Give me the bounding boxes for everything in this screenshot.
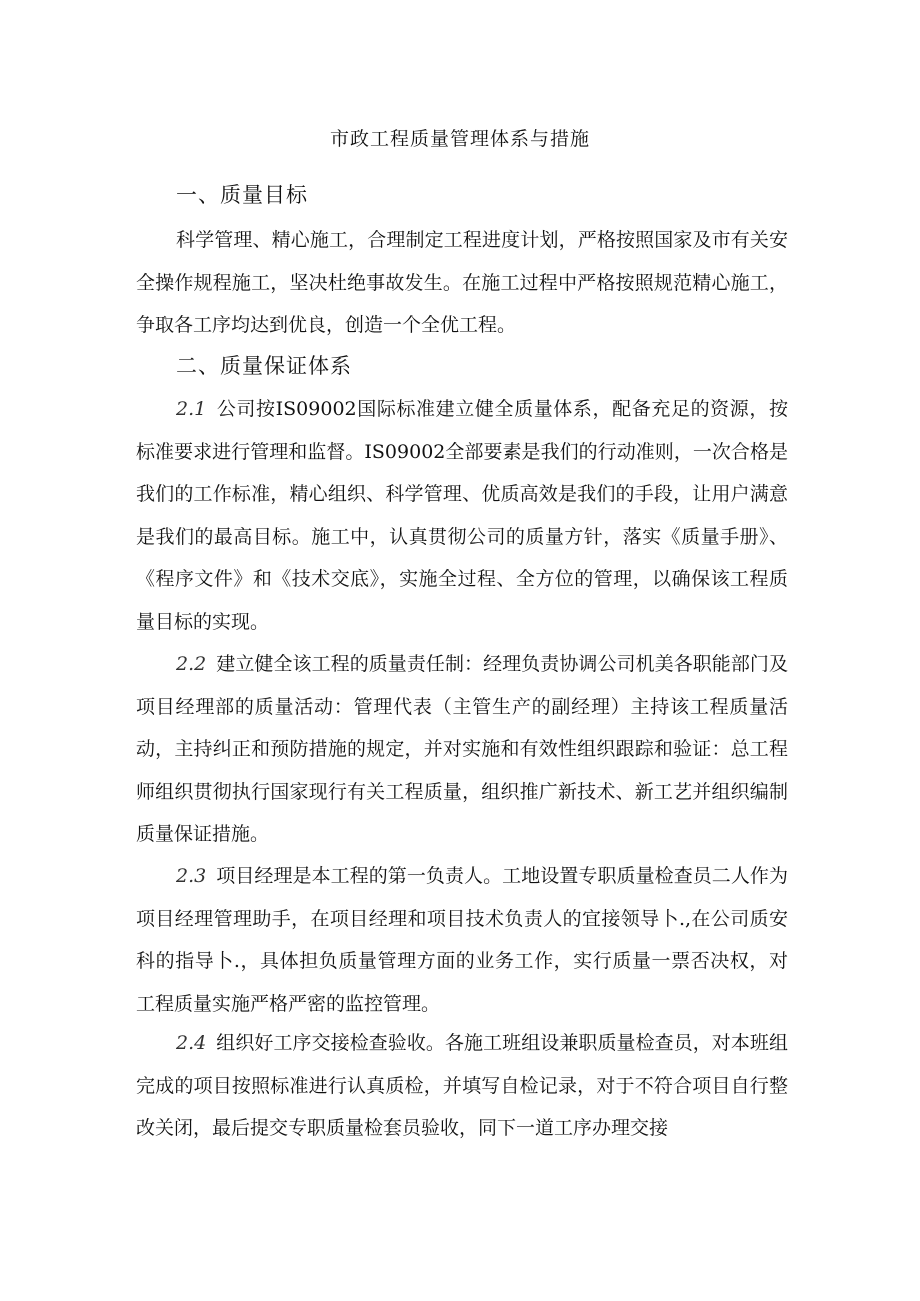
paragraph-number: 2.3: [176, 865, 207, 887]
paragraph-text: 组织好工序交接检查验收。各施工班组设兼职质量检查员，对本班组完成的项目按照标准进行认真质检，并填写自检记录，对于不符合项目自行整改关闭，最后提交专职质量检套员验收，同下一道工序办理交接: [136, 1032, 788, 1139]
paragraph-2-3: [136, 855, 788, 1025]
paragraph-2-2: [136, 643, 788, 856]
section-heading-quality-goal: 一、质量目标: [176, 183, 308, 207]
paragraph-text: 项目经理是本工程的第一负责人。工地设置专职质量检查员二人作为项目经理管理助手，在项目经理和项目技术负责人的宜接领导卜.,在公司质安科的指导卜.，具体担负质量管理方面的业务工作，实行质量一票否决权，对工程质量实施严格严密的监控管理。: [136, 865, 788, 1015]
document-title: 市政工程质量管理体系与措施: [329, 128, 590, 150]
paragraph-number: 2.1: [176, 398, 207, 420]
paragraph-text: 公司按IS09002国际标准建立健全质量体系，配备充足的资源，按标准要求进行管理和监督。IS09002全部要素是我们的行动准则，一次合格是我们的工作标准，精心组织、科学管理、优质高效是我们的手段，让用户满意是我们的最高目标。施工中，认真贯彻公司的质量方针，落实《质量手册》、《程序文件》和《技术交底》，实施全过程、全方位的管理，以确保该工程质量目标的实现。: [136, 398, 788, 633]
paragraph-text: 建立健全该工程的质量责任制：经理负责协调公司机美各职能部门及项目经理部的质量活动：管理代表（主管生产的副经理）主持该工程质量活动，主持纠正和预防措施的规定，并对实施和有效性组织跟踪和验证：总工程师组织贯彻执行国家现行有关工程质量，组织推广新技术、新工艺并组织编制质量保证措施。: [136, 653, 788, 845]
paragraph-number: 2.2: [176, 653, 207, 675]
paragraph-2-4: [136, 1022, 788, 1150]
paragraph-quality-goal: [136, 219, 788, 347]
paragraph-2-1: [136, 388, 788, 643]
paragraph-number: 2.4: [176, 1032, 207, 1054]
paragraph-text: 科学管理、精心施工，合理制定工程进度计划，严格按照国家及市有关安全操作规程施工，坚决杜绝事故发生。在施工过程中严格按照规范精心施工，争取各工序均达到优良，创造一个全优工程。: [136, 229, 788, 336]
section-heading-quality-assurance: 二、质量保证体系: [176, 354, 352, 378]
